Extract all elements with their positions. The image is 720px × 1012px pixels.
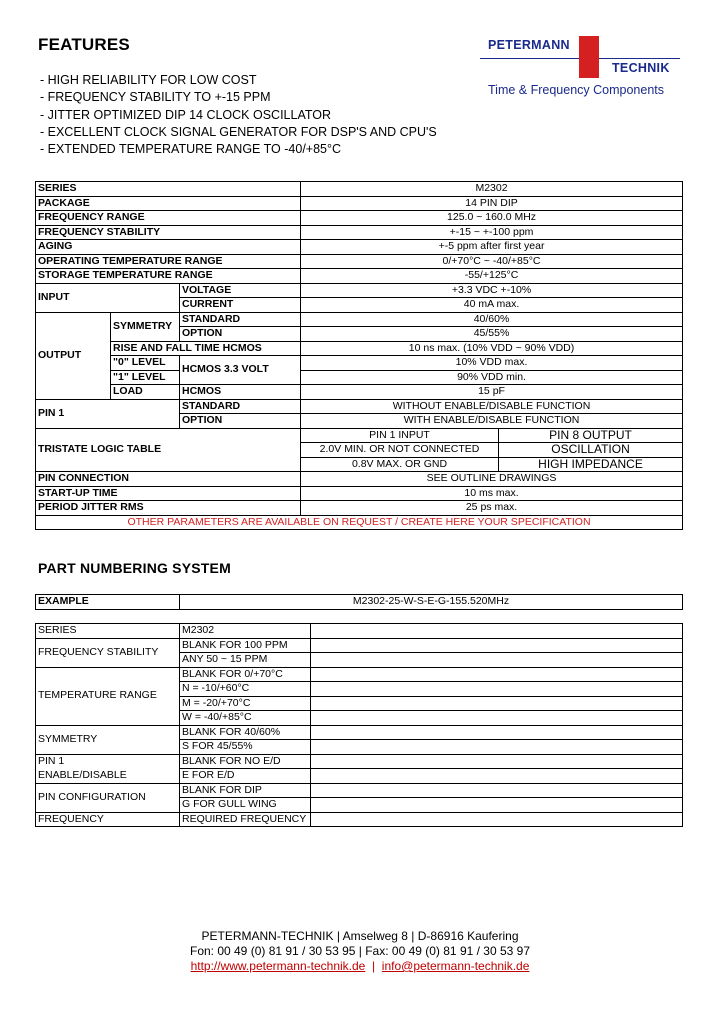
feature-item: - EXCELLENT CLOCK SIGNAL GENERATOR FOR DSP'S AND CPU'S [40,124,437,139]
spec-label: AGING [36,240,301,255]
pn-value: S FOR 45/55% [180,740,311,755]
pn-row-tr-1 [36,667,683,682]
logo-text-top: PETERMANN [488,38,570,52]
pn-value: ANY 50 ~ 15 PPM [180,653,311,668]
spec-value: WITHOUT ENABLE/DISABLE FUNCTION [301,399,683,414]
pn-label: FREQUENCY STABILITY [36,638,180,667]
spec-label: PERIOD JITTER RMS [36,501,301,516]
website-link[interactable]: http://www.petermann-technik.de [190,959,366,973]
pn-row-pc-1 [36,783,683,798]
spec-sublabel: "0" LEVEL [111,356,180,371]
spec-sublabel: CURRENT [180,298,301,313]
pn-blank [311,667,683,682]
example-value: M2302-25-W-S-E-G-155.520MHz [180,595,683,610]
other-parameters-note: OTHER PARAMETERS ARE AVAILABLE ON REQUEST / CREATE HERE YOUR SPECIFICATION [36,515,683,530]
pn-label: TEMPERATURE RANGE [36,667,180,725]
pn-value: W = -40/+85°C [180,711,311,726]
spec-row-tristate-header [36,428,683,443]
pn-value: REQUIRED FREQUENCY [180,812,311,827]
features-list [40,72,437,158]
spec-row-operating-temp [36,254,683,269]
pn-blank [311,812,683,827]
pn-blank [311,696,683,711]
tristate-cell: 0.8V MAX. OR GND [301,457,499,472]
pn-blank [311,740,683,755]
tristate-cell: 2.0V MIN. OR NOT CONNECTED [301,443,499,458]
spec-value: 90% VDD min. [301,370,683,385]
pn-row-frequency [36,812,683,827]
spec-row-pin-connection [36,472,683,487]
tristate-cell: OSCILLATION [499,443,683,458]
spec-label: OPERATING TEMPERATURE RANGE [36,254,301,269]
spec-label: INPUT [36,283,180,312]
pn-blank [311,783,683,798]
spec-sublabel: LOAD [111,385,180,400]
pn-value: M2302 [180,624,311,639]
pn-row-fs-1 [36,638,683,653]
spec-value: 10 ms max. [301,486,683,501]
spec-row-pin1-standard [36,399,683,414]
pn-row-pin1-2 [36,769,683,784]
spec-value: +-5 ppm after first year [301,240,683,255]
spec-value: 40 mA max. [301,298,683,313]
pn-blank [311,711,683,726]
pn-label: PIN CONFIGURATION [36,783,180,812]
spec-sublabel: SYMMETRY [111,312,180,341]
spec-value: WITH ENABLE/DISABLE FUNCTION [301,414,683,429]
footer-separator: | [365,959,382,973]
spec-label: STORAGE TEMPERATURE RANGE [36,269,301,284]
pn-value: M = -20/+70°C [180,696,311,711]
spec-label: FREQUENCY RANGE [36,211,301,226]
email-link[interactable]: info@petermann-technik.de [381,959,530,973]
pn-value: N = -10/+60°C [180,682,311,697]
tristate-cell: HIGH IMPEDANCE [499,457,683,472]
spec-label: SERIES [36,182,301,197]
pn-blank [311,682,683,697]
company-logo [480,34,685,104]
pn-blank [311,798,683,813]
spec-sublabel: STANDARD [180,399,301,414]
spec-row-rise-fall [36,341,683,356]
tristate-header: PIN 1 INPUT [301,428,499,443]
spec-value: 25 ps max. [301,501,683,516]
pn-value: BLANK FOR 40/60% [180,725,311,740]
spec-sublabel: OPTION [180,414,301,429]
pn-value: BLANK FOR NO E/D [180,754,311,769]
spec-row-series [36,182,683,197]
spec-row-jitter [36,501,683,516]
example-table [35,594,683,610]
spec-sublabel: OPTION [180,327,301,342]
spec-table [35,181,683,530]
spec-value: 14 PIN DIP [301,196,683,211]
spec-sublabel: "1" LEVEL [111,370,180,385]
pn-blank [311,769,683,784]
spec-value: +3.3 VDC +-10% [301,283,683,298]
spec-value: SEE OUTLINE DRAWINGS [301,472,683,487]
spec-value: 10% VDD max. [301,356,683,371]
feature-item: - EXTENDED TEMPERATURE RANGE TO -40/+85°C [40,142,342,157]
footer-phone-fax: Fon: 00 49 (0) 81 91 / 30 53 95 | Fax: 00 49 (0) 81 91 / 30 53 97 [189,944,530,958]
logo-tagline: Time & Frequency Components [488,83,665,97]
spec-sublabel: VOLTAGE [180,283,301,298]
pn-row-sym-1 [36,725,683,740]
features-title: FEATURES [38,35,130,54]
tristate-header: PIN 8 OUTPUT [499,428,683,443]
logo-red-bar [579,36,599,78]
spec-label: PACKAGE [36,196,301,211]
example-row [36,595,683,610]
spec-value: 0/+70°C ~ -40/+85°C [301,254,683,269]
spec-row-storage-temp [36,269,683,284]
spec-row-level0 [36,356,683,371]
spec-label: OUTPUT [36,312,111,399]
pn-value: BLANK FOR 100 PPM [180,638,311,653]
pn-blank [311,754,683,769]
pn-value: E FOR E/D [180,769,311,784]
feature-item: - HIGH RELIABILITY FOR LOW COST [40,73,257,87]
pn-blank [311,725,683,740]
pn-label: PIN 1 [36,754,180,769]
spec-value: -55/+125°C [301,269,683,284]
pn-label: ENABLE/DISABLE [36,769,180,784]
spec-value: 45/55% [301,327,683,342]
spec-label: PIN CONNECTION [36,472,301,487]
spec-sublabel: STANDARD [180,312,301,327]
part-numbering-title: PART NUMBERING SYSTEM [38,560,231,576]
spec-label: START-UP TIME [36,486,301,501]
spec-label: PIN 1 [36,399,180,428]
spec-sublabel: RISE AND FALL TIME HCMOS [111,341,301,356]
spec-label: TRISTATE LOGIC TABLE [36,428,301,472]
spec-row-input-voltage [36,283,683,298]
spec-value: 125.0 ~ 160.0 MHz [301,211,683,226]
spec-row-frequency-stability [36,225,683,240]
pn-row-pin1-1 [36,754,683,769]
spec-row-frequency-range [36,211,683,226]
spec-value: +-15 ~ +-100 ppm [301,225,683,240]
pn-value: BLANK FOR 0/+70°C [180,667,311,682]
pn-value: BLANK FOR DIP [180,783,311,798]
footer-address: PETERMANN-TECHNIK | Amselweg 8 | D-86916 Kaufering [201,929,519,943]
feature-item: - JITTER OPTIMIZED DIP 14 CLOCK OSCILLATOR [40,107,332,122]
spec-value: 40/60% [301,312,683,327]
spec-sublabel: HCMOS 3.3 VOLT [180,356,301,385]
spec-label: FREQUENCY STABILITY [36,225,301,240]
spec-row-startup [36,486,683,501]
pn-label: FREQUENCY [36,812,180,827]
pn-blank [311,638,683,653]
spec-row-package [36,196,683,211]
logo-text-bottom: TECHNIK [612,61,670,75]
footer-links [0,959,720,973]
pn-blank [311,624,683,639]
pn-label: SYMMETRY [36,725,180,754]
pn-row-series [36,624,683,639]
spec-row-level1 [36,370,683,385]
spec-row-load [36,385,683,400]
spec-value: M2302 [301,182,683,197]
spec-row-other [36,515,683,530]
pn-label: SERIES [36,624,180,639]
pn-value: G FOR GULL WING [180,798,311,813]
spec-row-aging [36,240,683,255]
spec-row-output-sym-std [36,312,683,327]
spec-value: 15 pF [301,385,683,400]
feature-item: - FREQUENCY STABILITY TO +-15 PPM [40,90,271,105]
part-number-table [35,623,683,827]
example-label: EXAMPLE [36,595,180,610]
spec-sublabel: HCMOS [180,385,301,400]
pn-blank [311,653,683,668]
spec-value: 10 ns max. (10% VDD ~ 90% VDD) [301,341,683,356]
